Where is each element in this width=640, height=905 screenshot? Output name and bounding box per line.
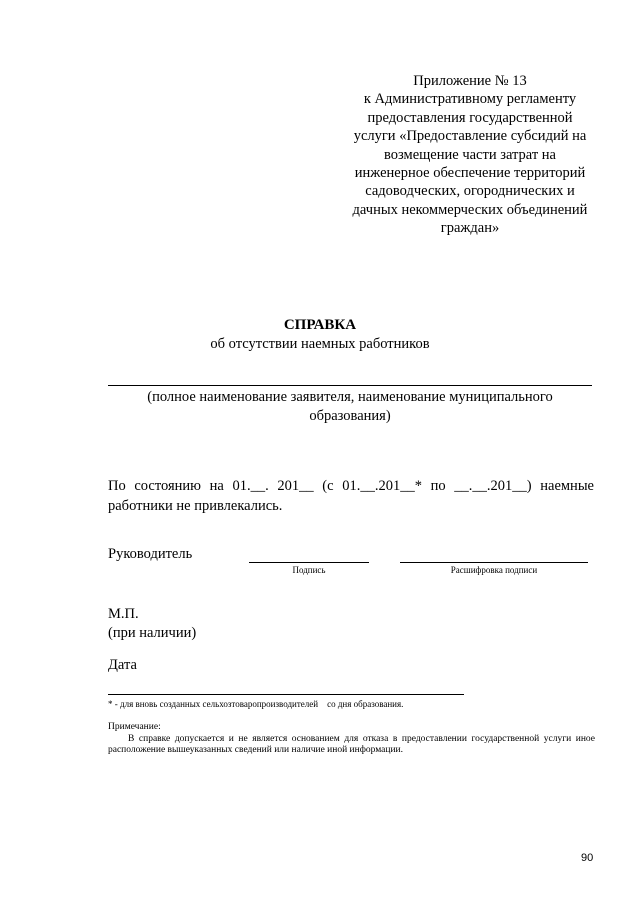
footnote: * - для вновь созданных сельхозтоваропроизводителей со дня образования.: [108, 699, 404, 709]
appendix-line: граждан»: [440, 220, 500, 237]
appendix-line: к Административному регламенту: [363, 91, 577, 108]
appendix-line: услуги «Предоставление субсидий на: [353, 128, 587, 145]
manager-label: Руководитель: [108, 546, 193, 562]
document-title: СПРАВКА: [283, 317, 357, 333]
appendix-block: [330, 72, 610, 238]
applicant-name-line: [108, 385, 592, 386]
footnote-separator: [108, 694, 464, 695]
note-block: [108, 722, 595, 757]
appendix-line: садоводческих, огороднических и: [365, 183, 575, 200]
page-number: 90: [581, 852, 594, 864]
document-subtitle: об отсутствии наемных работников: [210, 336, 430, 352]
decoding-caption: Расшифровка подписи: [450, 565, 538, 575]
signature-line: [249, 562, 369, 563]
decoding-line: [400, 562, 588, 563]
appendix-line: инженерное обеспечение территорий: [354, 165, 586, 182]
appendix-line: возмещение части затрат на: [384, 146, 556, 163]
appendix-line: Приложение № 13: [413, 73, 527, 89]
appendix-line: предоставления государственной: [367, 109, 573, 126]
date-label: Дата: [108, 657, 137, 673]
note-title: Примечание:: [108, 722, 161, 732]
signature-caption: Подпись: [292, 565, 326, 575]
appendix-line: дачных некоммерческих объединений: [352, 201, 588, 218]
applicant-caption-line: (полное наименование заявителя, наименование муниципального: [147, 389, 553, 405]
seal-label: М.П.: [108, 606, 139, 622]
note-text: В справке допускается и не является основанием для отказа в предоставлении государственной услуги иное расположение вышеуказанных сведений или наличие иной информации.: [108, 733, 595, 755]
applicant-caption: [108, 388, 592, 426]
seal-condition: (при наличии): [108, 625, 197, 641]
applicant-caption-line: образования): [309, 408, 391, 424]
statement-line: работники не привлекались.: [108, 498, 283, 514]
statement-line: По состоянию на 01.__. 201__ (с 01.__.201__* по __.__.201__) наемные: [108, 478, 594, 494]
statement-paragraph: [108, 476, 594, 516]
